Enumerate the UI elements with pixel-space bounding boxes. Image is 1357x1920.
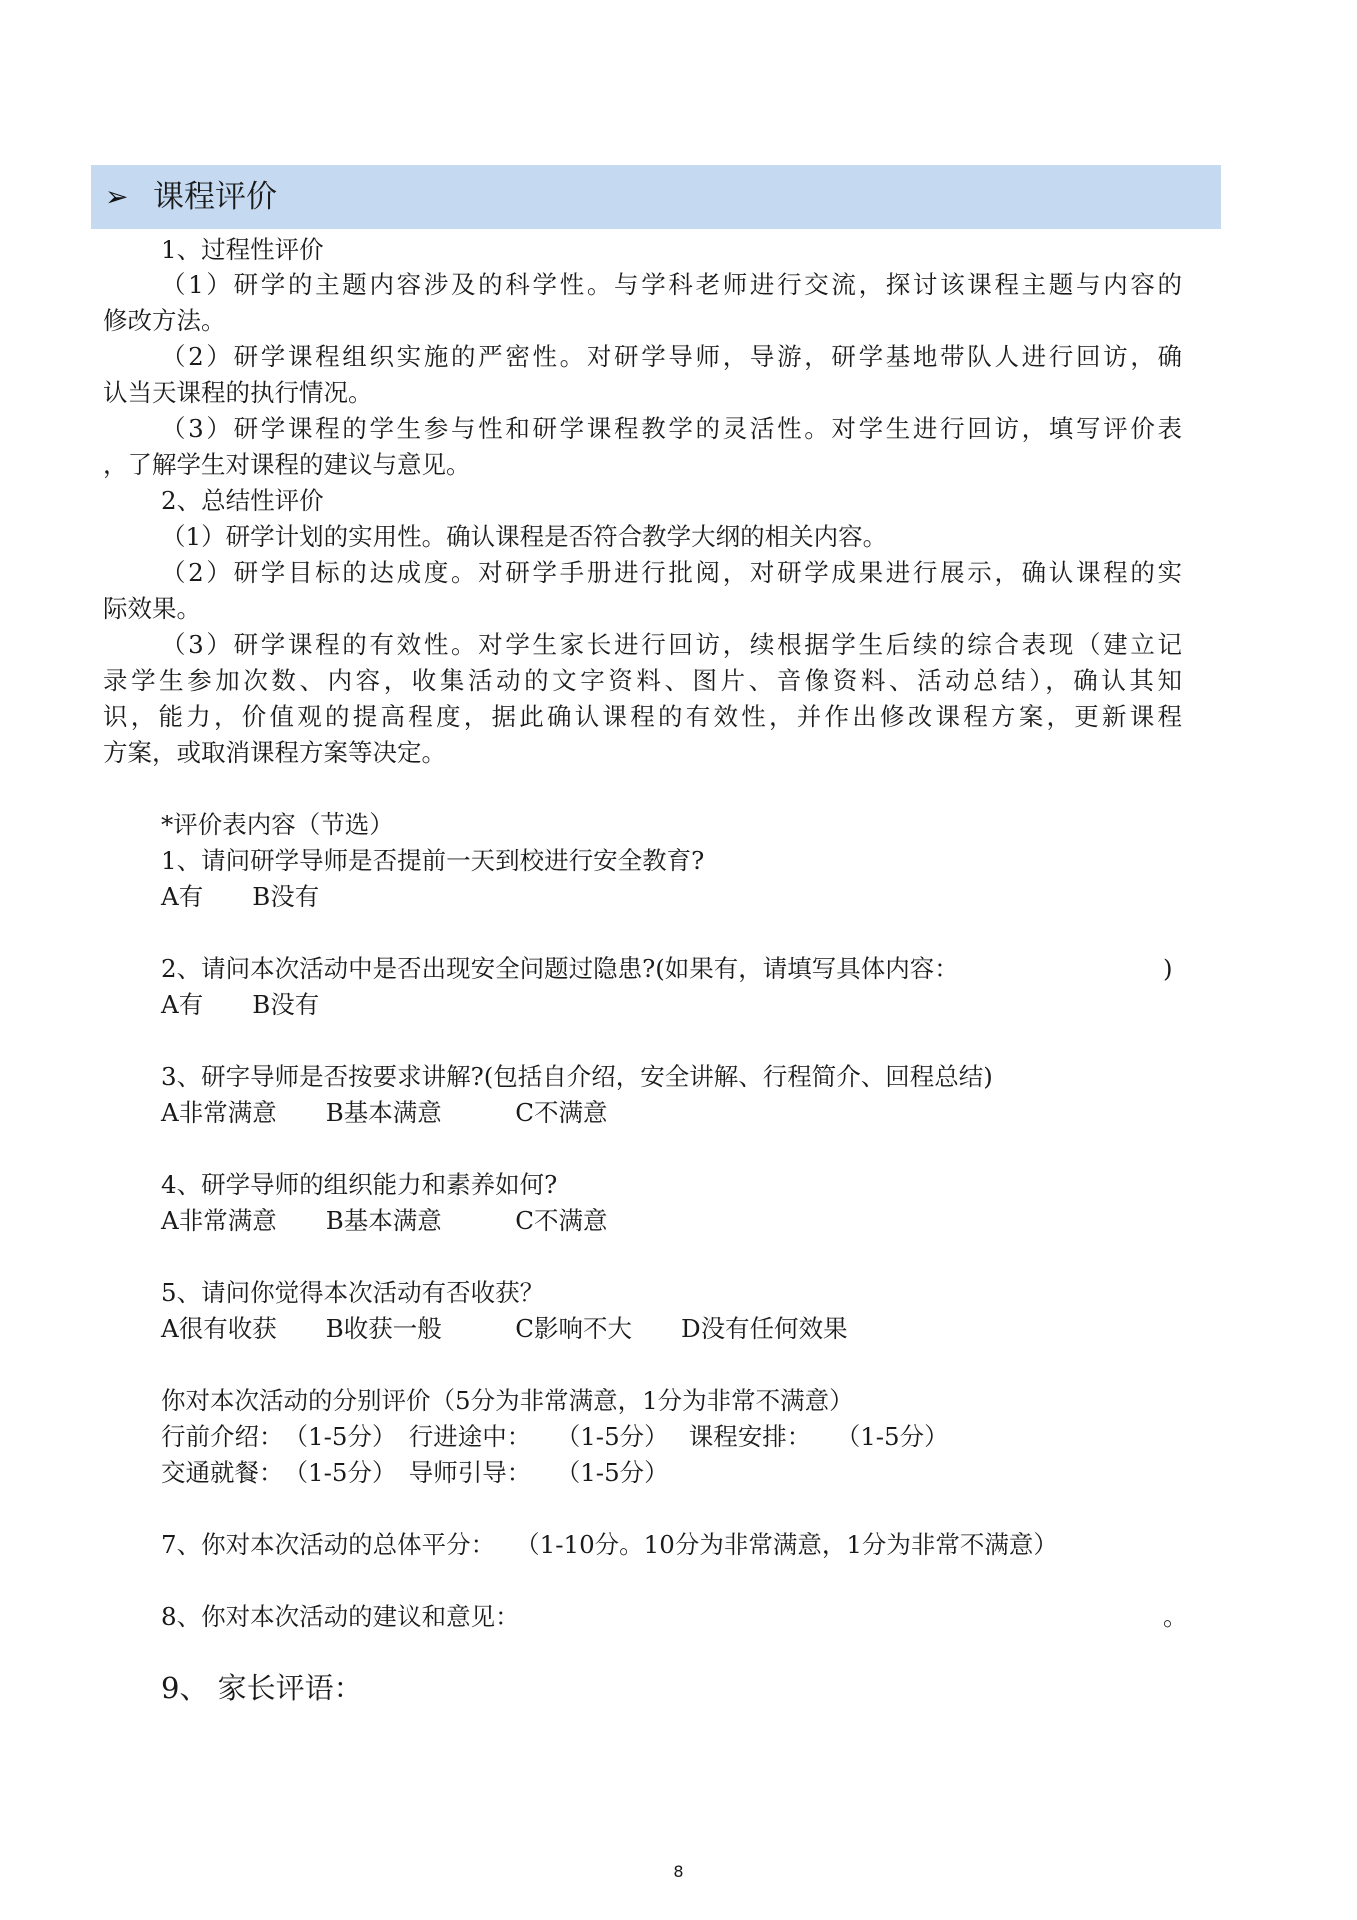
rating-row: 交通就餐： （1-5分） 导师引导： （1-5分） [161,1458,669,1487]
question-1: 1、请问研学导师是否提前一天到校进行安全教育? [161,846,705,875]
text-line: （3）研学课程的有效性。对学生家长进行回访，续根据学生后续的综合表现（建立记 [161,630,1182,659]
text-line: 际效果。 [103,594,201,623]
answer-options: A有 B没有 [161,882,320,911]
answer-options: A有 B没有 [161,990,320,1019]
section-header-banner [91,165,1221,229]
text-line: 2、总结性评价 [161,486,324,515]
text-line: 识，能力，价值观的提高程度，据此确认课程的有效性，并作出修改课程方案，更新课程 [103,702,1182,731]
question-5: 5、请问你觉得本次活动有否收获？ [161,1278,545,1307]
question-8: 8、你对本次活动的建议和意见： [161,1602,520,1631]
text-line: 方案，或取消课程方案等决定。 [103,738,446,767]
text-line: （2）研学目标的达成度。对研学手册进行批阅，对研学成果进行展示，确认课程的实 [161,558,1182,587]
text-line: ，了解学生对课程的建议与意见。 [103,450,471,479]
closing-period: 。 [1163,1602,1188,1631]
question-4: 4、研学导师的组织能力和素养如何? [161,1170,558,1199]
question-7: 7、你对本次活动的总体平分： （1-10分。10分为非常满意，1分为非常不满意） [161,1530,1058,1559]
text-line: （1）研学计划的实用性。确认课程是否符合教学大纲的相关内容。 [161,522,888,551]
text-line: 1、过程性评价 [161,235,324,264]
text-line: （3）研学课程的学生参与性和研学课程教学的灵活性。对学生进行回访，填写评价表 [161,414,1182,443]
section-title: 课程评价 [153,179,277,215]
question-2: 2、请问本次活动中是否出现安全问题过隐患?(如果有，请填写具体内容： [161,954,959,983]
question-3: 3、研字导师是否按要求讲解?(包括自介绍，安全讲解、行程简介、回程总结) [161,1062,993,1091]
answer-options: A很有收获 B收获一般 C影响不大 D没有任何效果 [161,1314,848,1343]
text-line: 认当天课程的执行情况。 [103,378,373,407]
closing-paren: ) [1163,954,1173,983]
question-9: 9、 家长评语： [161,1671,363,1705]
page-number: 8 [673,1862,684,1881]
text-line: 修改方法。 [103,306,226,335]
arrow-bullet-icon: ➢ [105,180,129,213]
rating-row: 行前介绍： （1-5分） 行进途中： （1-5分） 课程安排： （1-5分） [161,1422,949,1451]
text-line: *评价表内容（节选） [161,810,394,839]
text-line: 录学生参加次数、内容，收集活动的文字资料、图片、音像资料、活动总结），确认其知 [103,666,1182,695]
answer-options: A非常满意 B基本满意 C不满意 [161,1206,608,1235]
text-line: （1）研学的主题内容涉及的科学性。与学科老师进行交流，探讨该课程主题与内容的 [161,270,1182,299]
rating-intro: 你对本次活动的分别评价（5分为非常满意，1分为非常不满意） [161,1386,854,1415]
answer-options: A非常满意 B基本满意 C不满意 [161,1098,608,1127]
text-line: （2）研学课程组织实施的严密性。对研学导师，导游，研学基地带队人进行回访，确 [161,342,1182,371]
